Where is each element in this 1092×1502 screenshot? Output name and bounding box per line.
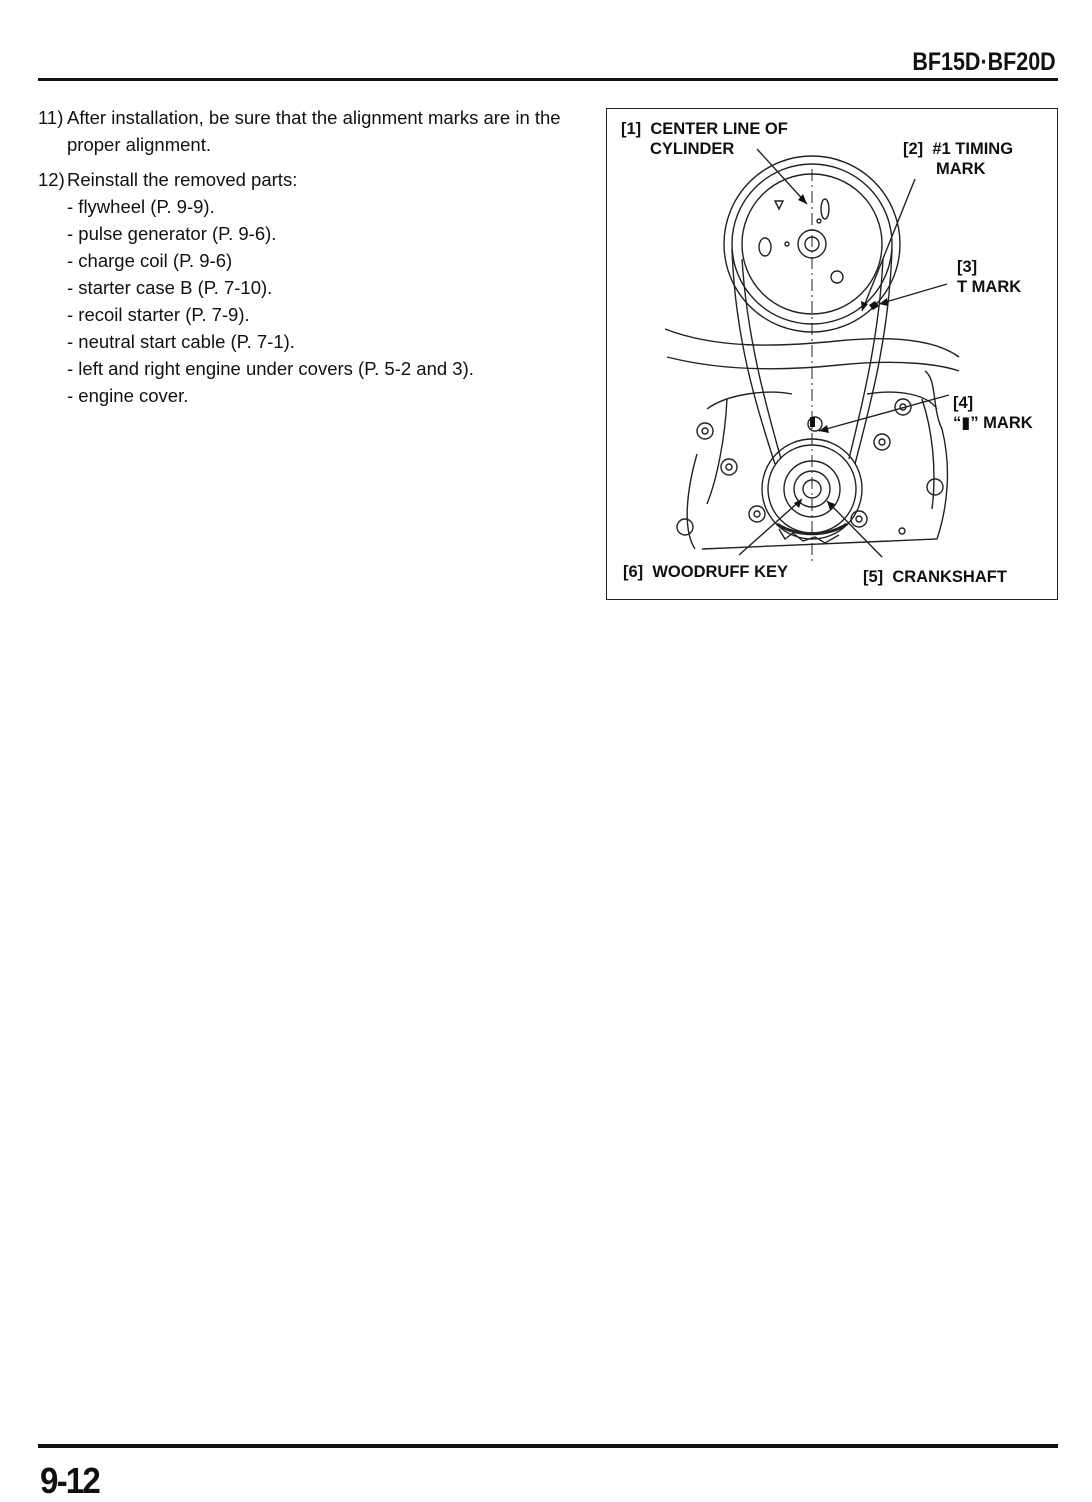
instructions <box>38 104 578 409</box>
header-rule <box>38 78 1058 81</box>
label-number: [2] <box>903 140 924 158</box>
step-12 <box>38 166 578 193</box>
footer-rule <box>38 1444 1058 1448</box>
manual-model-title: BF15D·BF20D <box>912 48 1056 76</box>
label-number: [4] <box>953 394 974 412</box>
step-11 <box>38 104 578 158</box>
label-text: MARK <box>936 160 986 178</box>
label-number: [3] <box>957 258 978 276</box>
label-crankshaft <box>863 567 1007 587</box>
label-woodruff-key <box>623 562 788 582</box>
label-t-mark <box>957 257 1021 297</box>
page-number: 9-12 <box>40 1460 99 1501</box>
label-text: “▮” MARK <box>953 414 1033 432</box>
step-text: Reinstall the removed parts: <box>67 169 298 190</box>
engine-illustration <box>607 109 1057 599</box>
list-item: - neutral start cable (P. 7-1). <box>67 331 295 352</box>
list-item: - recoil starter (P. 7-9). <box>67 304 250 325</box>
label-text: WOODRUFF KEY <box>652 563 789 581</box>
label-number: [6] <box>623 563 644 581</box>
label-center-line <box>621 119 788 159</box>
step-number: 12) <box>38 169 65 190</box>
label-bar-mark <box>953 393 1033 433</box>
step-number: 11) <box>38 107 64 128</box>
list-item: - left and right engine under covers (P. 5-2 and 3). <box>67 358 474 379</box>
label-text: CRANKSHAFT <box>892 568 1007 586</box>
label-timing-mark <box>903 139 1013 179</box>
parts-list <box>67 193 578 409</box>
list-item: - pulse generator (P. 9-6). <box>67 223 277 244</box>
list-item: - charge coil (P. 9-6) <box>67 250 233 271</box>
label-text: T MARK <box>957 278 1022 296</box>
list-item: - engine cover. <box>67 385 189 406</box>
label-text: CENTER LINE OF <box>650 120 788 138</box>
label-text: #1 TIMING <box>932 140 1014 158</box>
list-item: - starter case B (P. 7-10). <box>67 277 273 298</box>
step-text: After installation, be sure that the alignment marks are in the proper alignment. <box>67 107 561 155</box>
label-number: [5] <box>863 568 884 586</box>
timing-belt-figure <box>606 108 1058 600</box>
label-text: CYLINDER <box>650 140 735 158</box>
label-number: [1] <box>621 120 642 138</box>
list-item: - flywheel (P. 9-9). <box>67 196 215 217</box>
